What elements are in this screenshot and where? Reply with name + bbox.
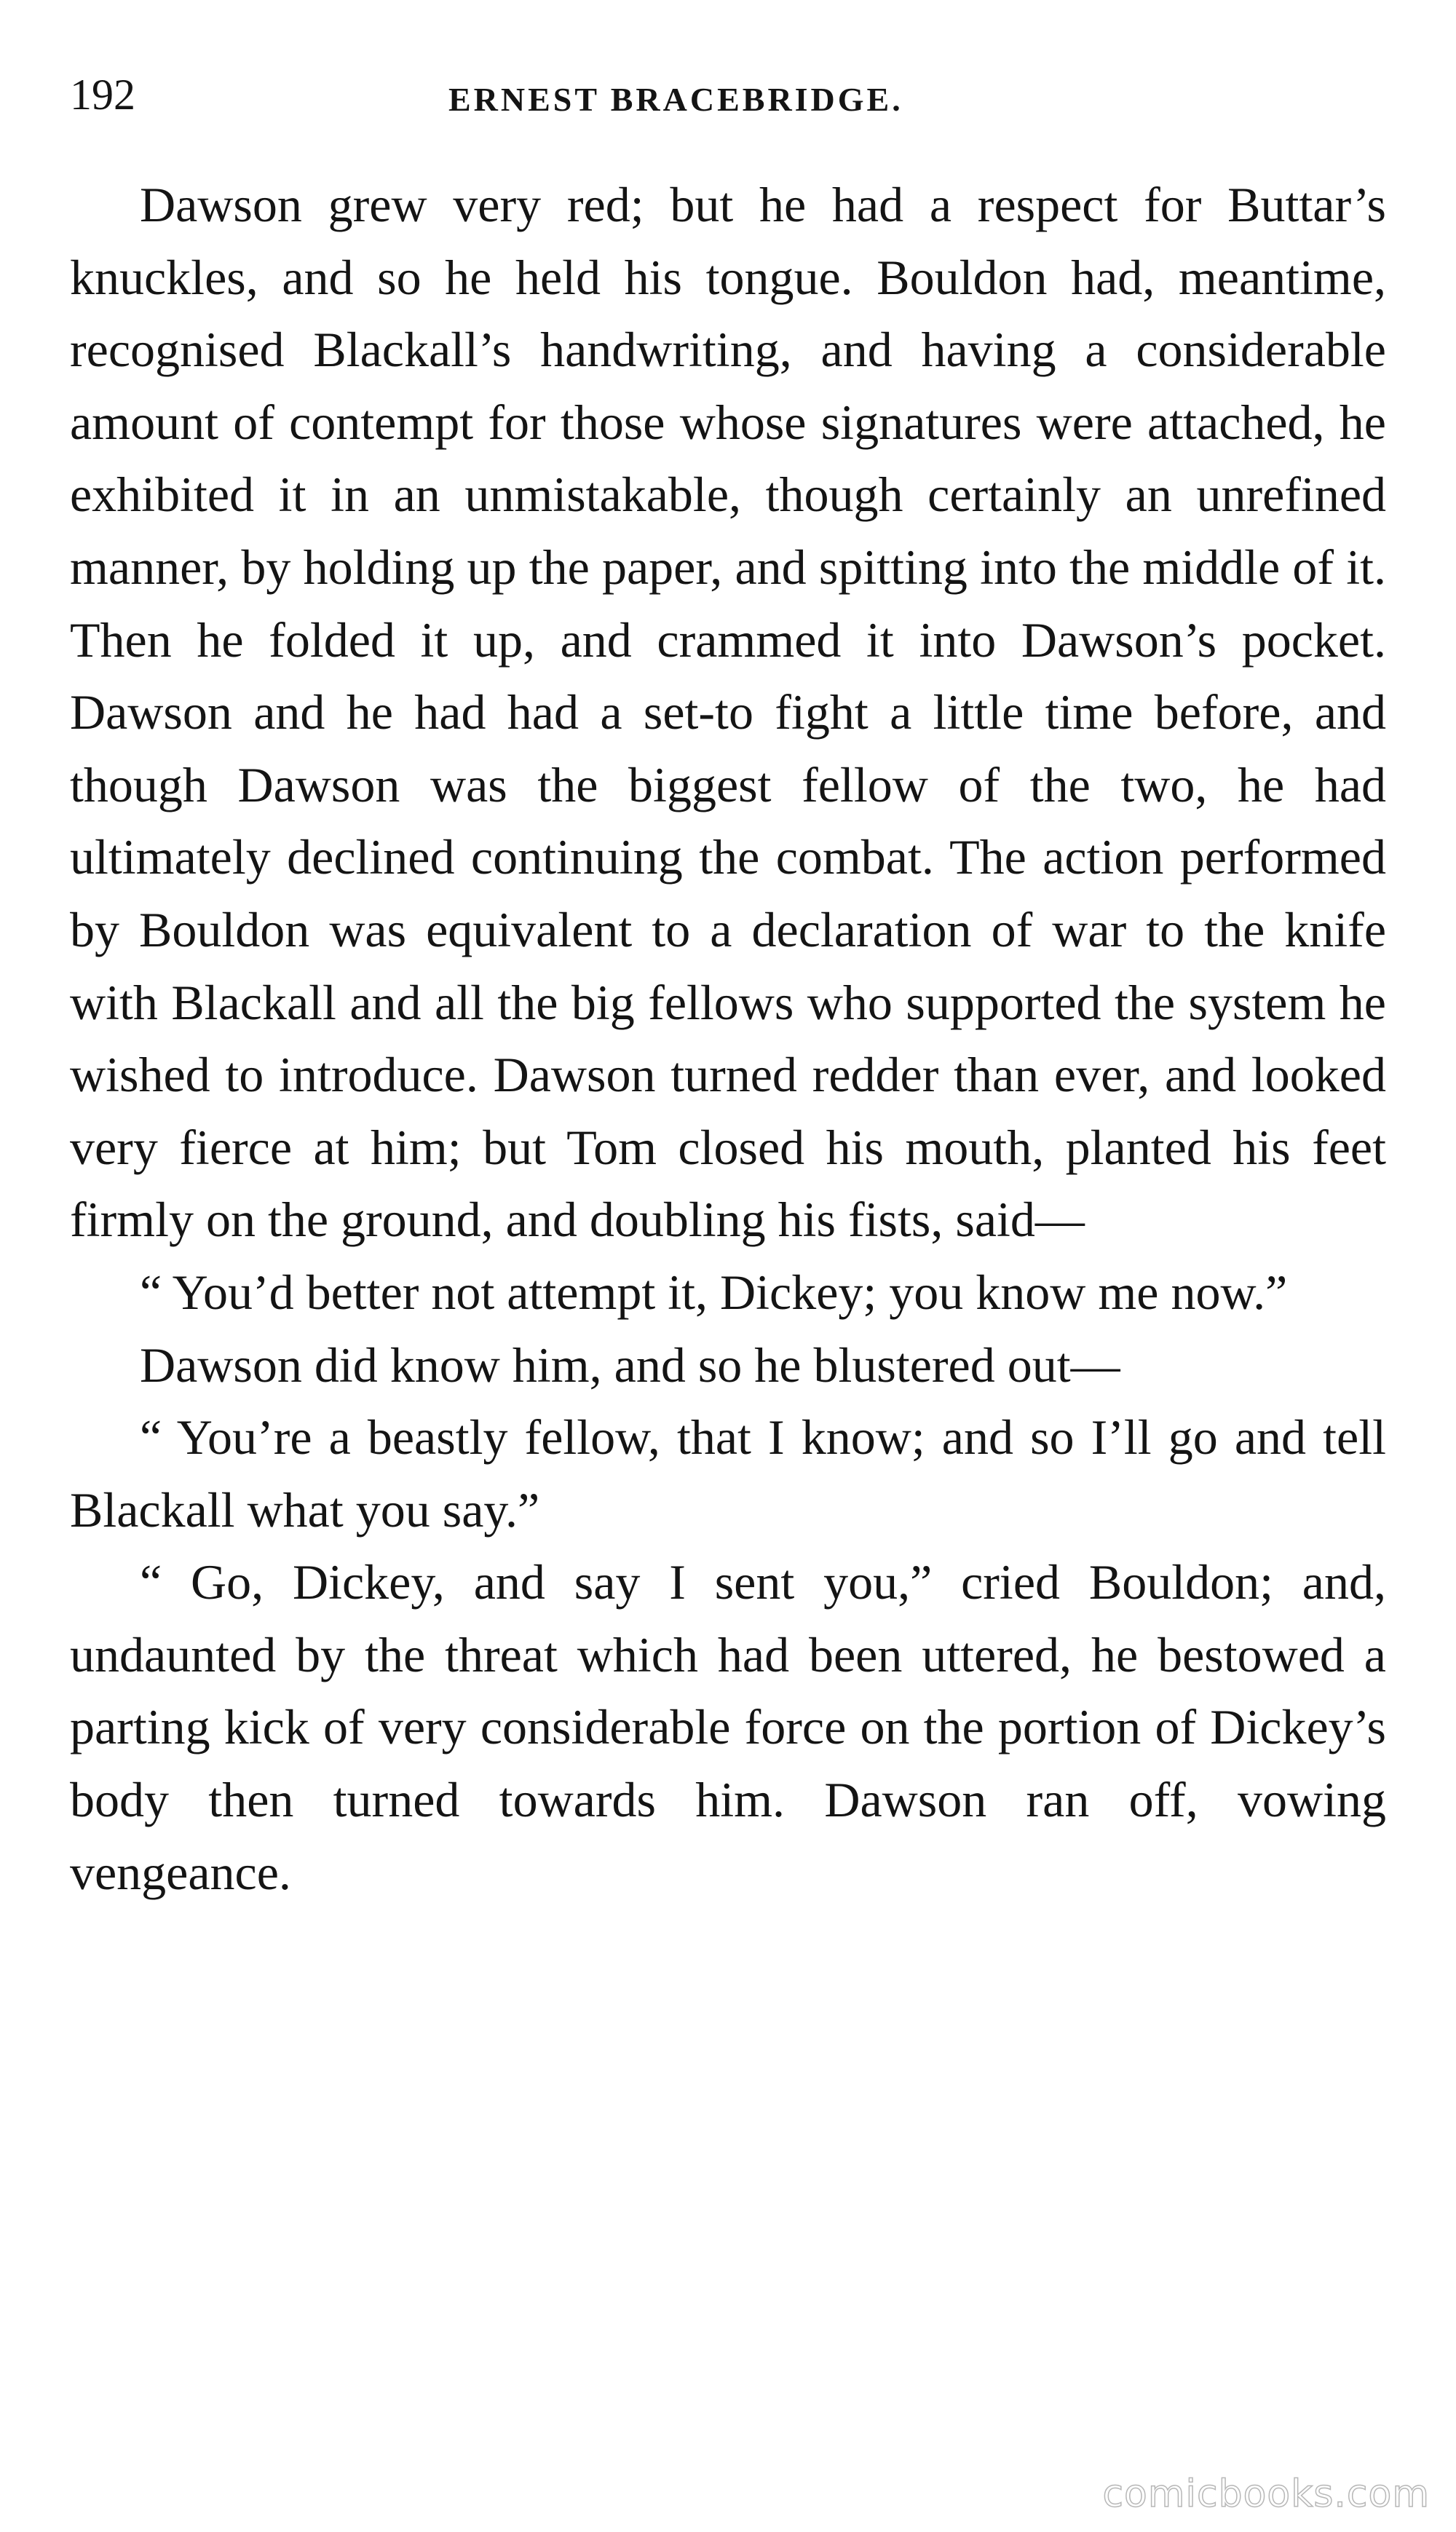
paragraph: Dawson grew very red; but he had a respect for Buttar’s knuckles, and so he held his tongue. Bouldon had, meantime, recognised Blackall’s handwriting, and having a considerable amount of contempt for those whose signatures were attached, he exhibited it in an unmistakable, though certainly an unrefined manner, by holding up the paper, and spitting into the middle of it. Then he folded it up, and crammed it into Dawson’s pocket. Dawson and he had had a set-to fight a little time before, and though Dawson was the biggest fellow of the two, he had ultimately declined continuing the combat. The action performed by Bouldon was equivalent to a declaration of war to the knife with Blackall and all the big fellows who supported the system he wished to introduce. Dawson turned redder than ever, and looked very fierce at him; but Tom closed his mouth, planted his feet firmly on the ground, and doubling his fists, said— <box>70 177 1386 1248</box>
paragraph: “ You’re a beastly fellow, that I know; and so I’ll go and tell Blackall what you say.” <box>70 1409 1386 1538</box>
page-header <box>70 58 1395 146</box>
page-number: 192 <box>70 71 135 119</box>
watermark: comicbooks.com <box>1102 2472 1430 2516</box>
paragraph: Dawson did know him, and so he blustered out— <box>140 1337 1120 1393</box>
body-text <box>70 169 1386 1909</box>
running-title: ERNEST BRACEBRIDGE. <box>448 81 903 118</box>
paragraph: “ You’d better not attempt it, Dickey; you know me now.” <box>140 1264 1288 1320</box>
paragraph: “ Go, Dickey, and say I sent you,” cried Bouldon; and, undaunted by the threat which had been uttered, he bestowed a parting kick of very considerable force on the portion of Dickey’s body then turned towards him. Dawson ran off, vowing vengeance. <box>70 1554 1386 1900</box>
